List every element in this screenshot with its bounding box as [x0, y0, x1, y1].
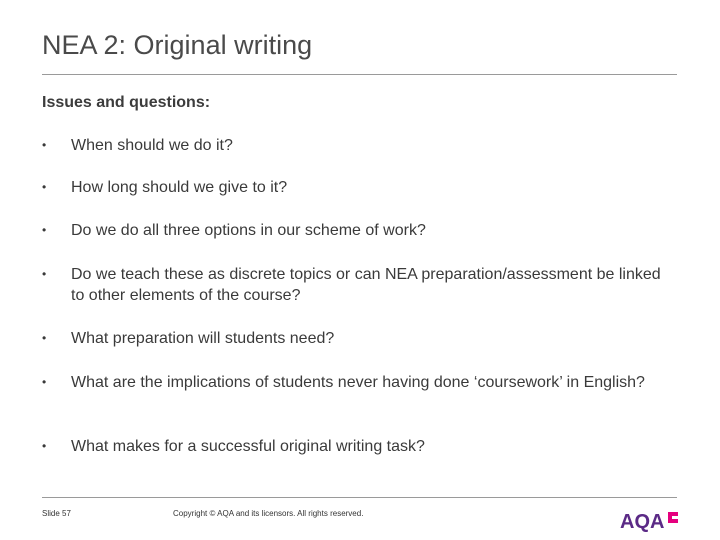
bullet-glyph: • [42, 375, 47, 389]
bullet-glyph: • [42, 180, 47, 194]
bullet-glyph: • [42, 439, 47, 453]
slide-title: NEA 2: Original writing [42, 30, 313, 60]
aqa-logo-icon [620, 508, 680, 532]
list-item-text: What preparation will students need? [71, 330, 335, 347]
bullet-glyph: • [42, 138, 47, 152]
bullet-glyph: • [42, 267, 47, 281]
list-item-text: How long should we give to it? [71, 179, 288, 196]
bullet-glyph: • [42, 331, 47, 345]
copyright-notice: Copyright © AQA and its licensors. All rights reserved. [173, 509, 364, 518]
bullet-glyph: • [42, 223, 47, 237]
logo-text: AQA [620, 511, 665, 532]
section-heading: Issues and questions: [42, 94, 211, 111]
list-item-text: Do we teach these as discrete topics or can NEA preparation/assessment be linked to other elements of the course? [71, 266, 661, 304]
footer-divider [42, 497, 677, 498]
title-divider [42, 74, 677, 75]
list-item-text: What are the implications of students never having done ‘coursework’ in English? [71, 374, 645, 391]
list-item-text: Do we do all three options in our scheme of work? [71, 222, 426, 239]
list-item-text: When should we do it? [71, 137, 233, 154]
logo-accent-mark [668, 512, 678, 523]
slide-number: Slide 57 [42, 509, 71, 518]
list-item-text: What makes for a successful original writing task? [71, 438, 425, 455]
